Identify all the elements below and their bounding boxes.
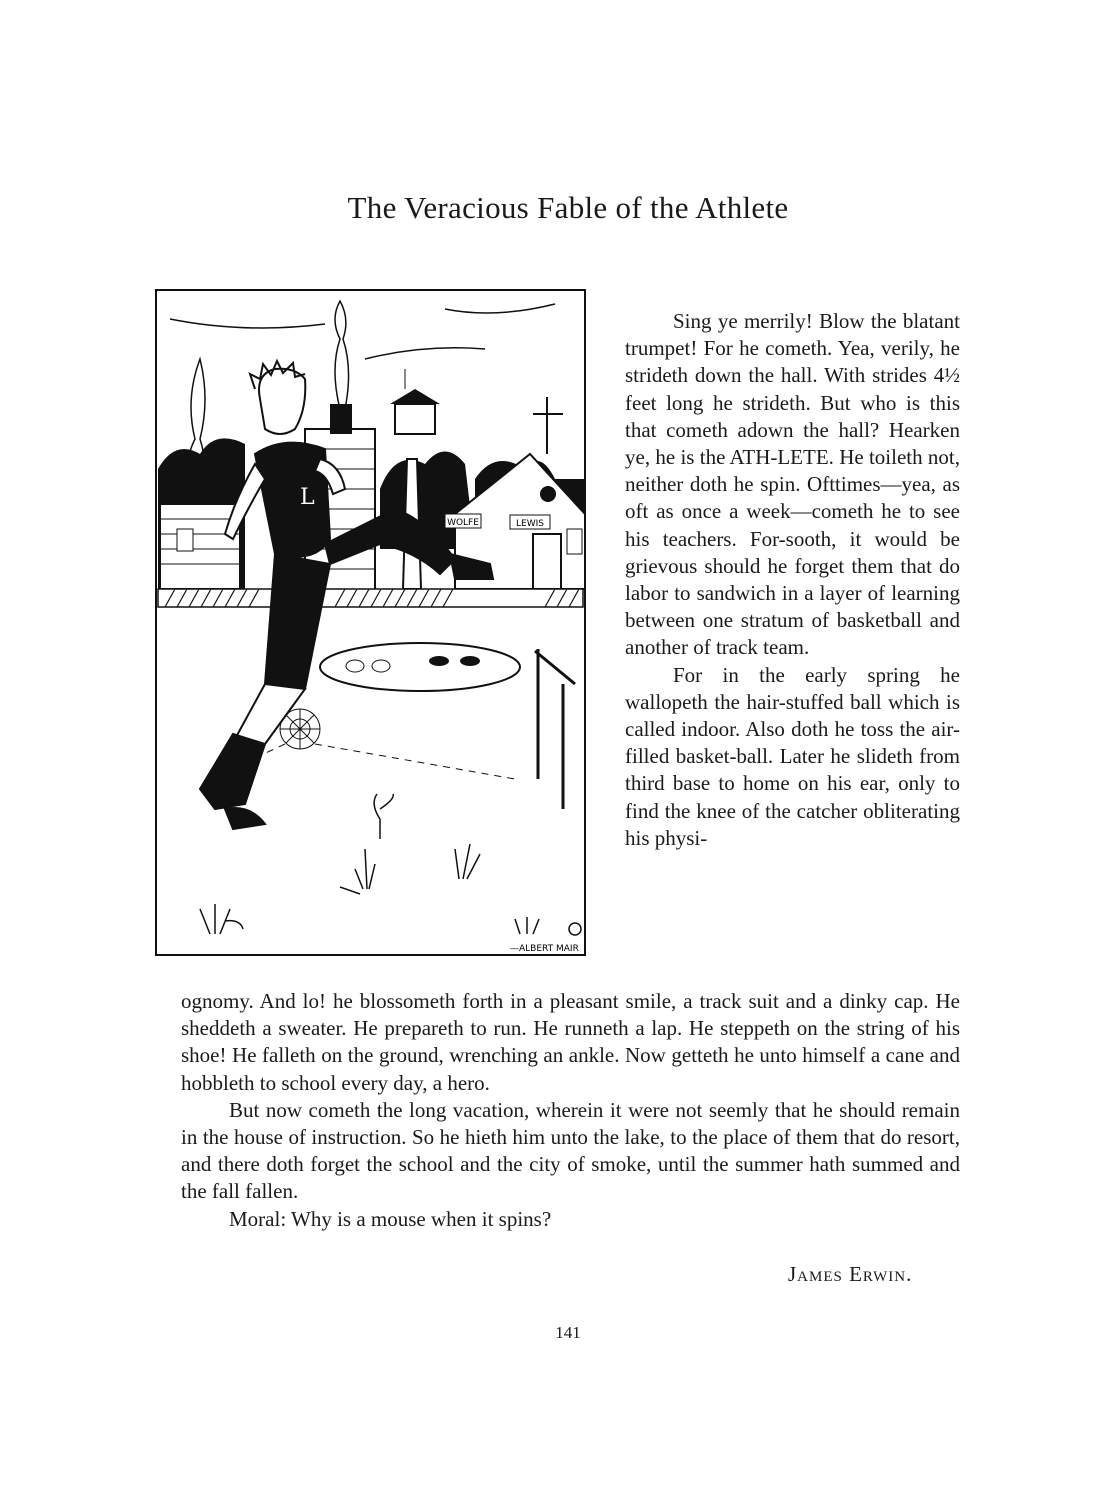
author-signature: James Erwin. bbox=[788, 1262, 913, 1286]
sign-wolfe: WOLFE bbox=[447, 518, 479, 528]
paragraph-2-start: For in the early spring he wallopeth the hair-stuffed ball which is called indoor. Also doth he toss the air-filled basket-ball. Later he slideth from third base to home on his ear, only to find the knee of the catcher obliterating his physi- bbox=[625, 662, 960, 850]
jersey-letter: L bbox=[300, 485, 315, 510]
paragraph-2-end: ognomy. And lo! he blossometh forth in a pleasant smile, a track suit and a dinky cap. He sheddeth a sweater. He prepareth to run. He runneth a lap. He steppeth on the string of his shoe! He falleth on the ground, wrenching an ankle. Now getteth he unto himself a cane and hobbleth to school every day, a hero. bbox=[181, 989, 960, 1095]
paragraph-3: But now cometh the long vacation, wherein it were not seemly that he should remain in the house of instruction. So he hieth him unto the lake, to the place of them that do resort, and there doth forget the school and the city of smoke, until the summer hath summed and the fall fallen. bbox=[181, 1097, 960, 1204]
athlete-illustration bbox=[155, 289, 586, 956]
paragraph-1: Sing ye merrily! Blow the blatant trumpet! For he cometh. Yea, verily, he strideth down the hall. With strides 4½ feet long he strideth. But who is this that cometh adown the hall? Hearken ye, he is the ATH-LETE. He toileth not, neither doth he spin. Ofttimes—yea, as oft as once a week—cometh he to see his teachers. For-sooth, it would be grievous should he forget them that do labor to sandwich in a layer of learning between one stratum of basketball and another of track team. bbox=[625, 309, 960, 660]
sign-lewis: LEWIS bbox=[516, 519, 544, 529]
full-width-text bbox=[181, 988, 960, 1233]
side-column-text bbox=[625, 308, 960, 852]
illustration-signature: —ALBERT MAIR bbox=[510, 944, 579, 954]
page-title: The Veracious Fable of the Athlete bbox=[347, 190, 789, 225]
moral-line: Moral: Why is a mouse when it spins? bbox=[229, 1206, 552, 1231]
page-number: 141 bbox=[555, 1323, 581, 1342]
